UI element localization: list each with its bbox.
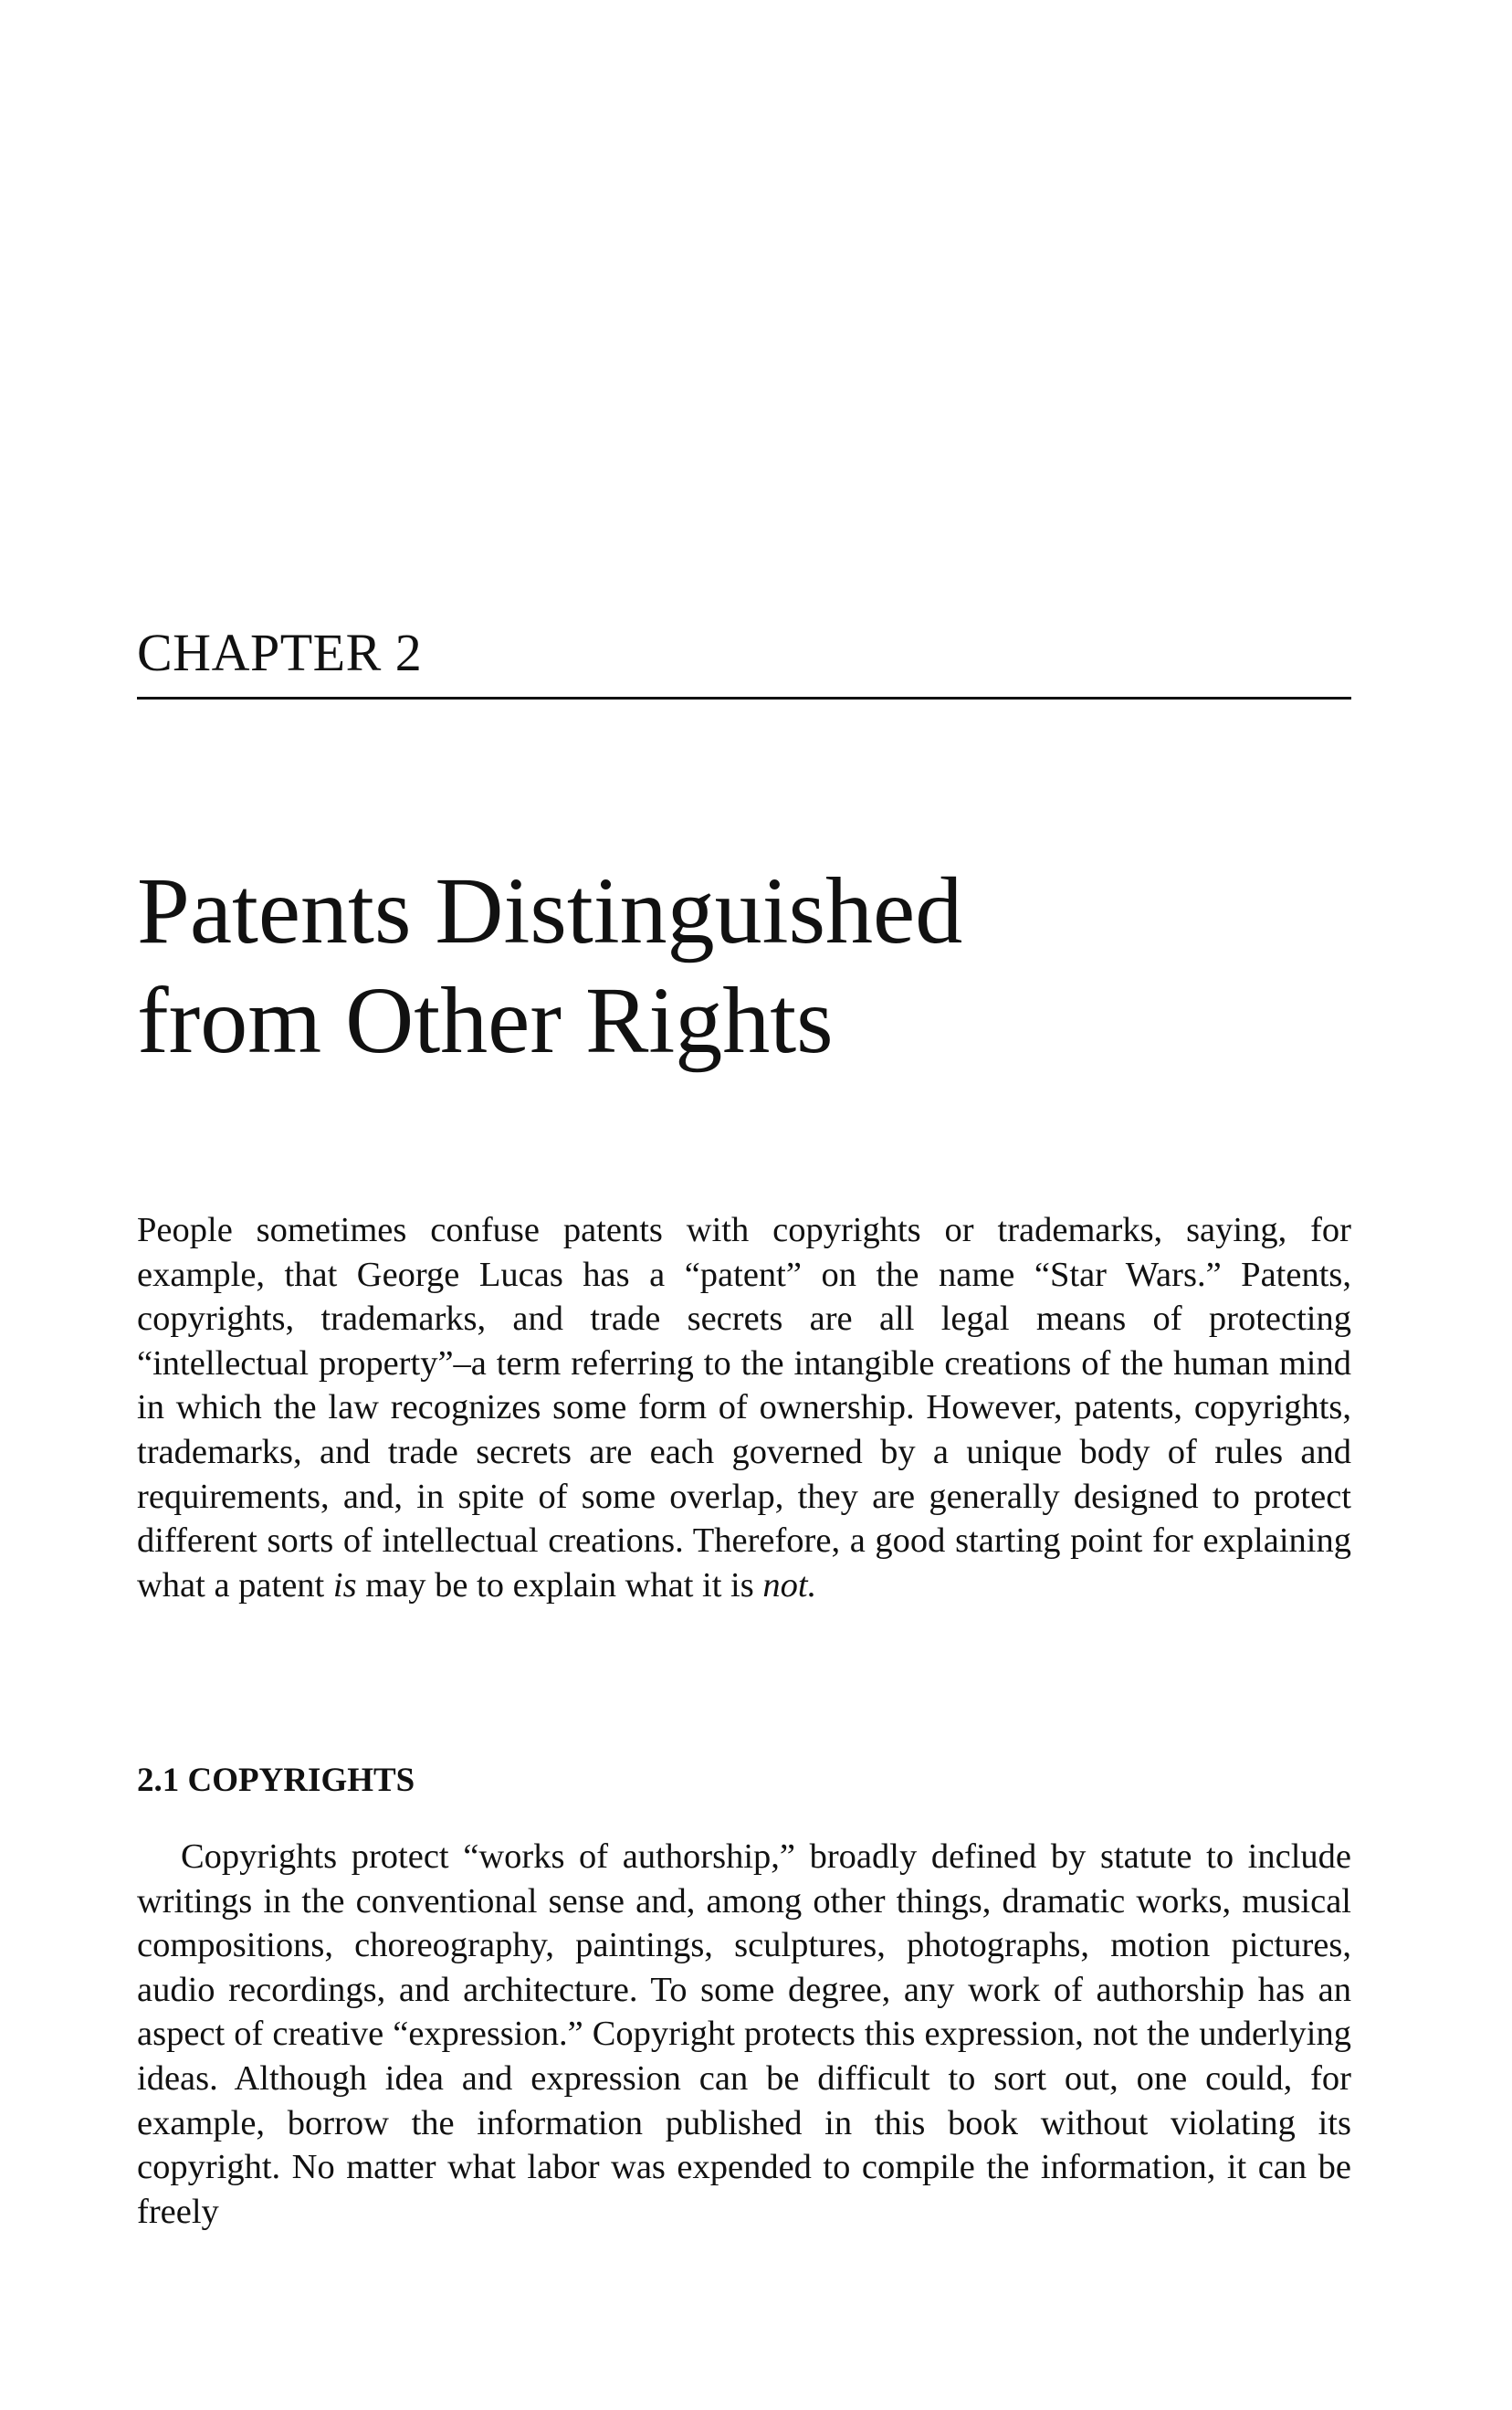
intro-emphasis-is: is [332,1565,357,1605]
chapter-title-line-2: from Other Rights [137,968,834,1073]
copyrights-paragraph: Copyrights protect “works of authorship,” broadly defined by statute to include writings in the conventional sense and, among other things, dramatic works, musical compositions, choreography, paintings, sculptures, photographs, motion pictures, audio recordings, and architecture. To some degree, any work of authorship has an aspect of creative “expression.” Copyright protects this expression, not the underlying ideas. Although idea and expression can be difficult to sort out, one could, for example, borrow the information published in this book without violating its copyright. No matter what labor was expended to compile the information, it can be freely [137,1837,1351,2231]
intro-emphasis-not: not. [762,1565,817,1605]
intro-text-mid: may be to explain what it is [356,1565,763,1605]
chapter-rule [137,697,1351,700]
chapter-title-line-1: Patents Distinguished [137,858,963,963]
chapter-label: CHAPTER 2 [137,623,423,682]
chapter-title [137,857,962,1076]
section-heading-copyrights: 2.1 COPYRIGHTS [137,1762,415,1799]
intro-paragraph [137,1208,1351,1607]
intro-text-main: People sometimes confuse patents with copyrights or trademarks, saying, for example, that George Lucas has a “patent” on the name “Star Wars.” Patents, copyrights, trademarks, and trade secrets are all legal means of protecting “intellectual property”–a term referring to the intangible creations of the human mind in which the law recognizes some form of ownership. However, patents, copyrights, trademarks, and trade secrets are each governed by a unique body of rules and requirements, and, in spite of some overlap, they are generally designed to protect different sorts of intellectual creations. Therefore, a good starting point for explaining what a patent [137,1211,1351,1605]
